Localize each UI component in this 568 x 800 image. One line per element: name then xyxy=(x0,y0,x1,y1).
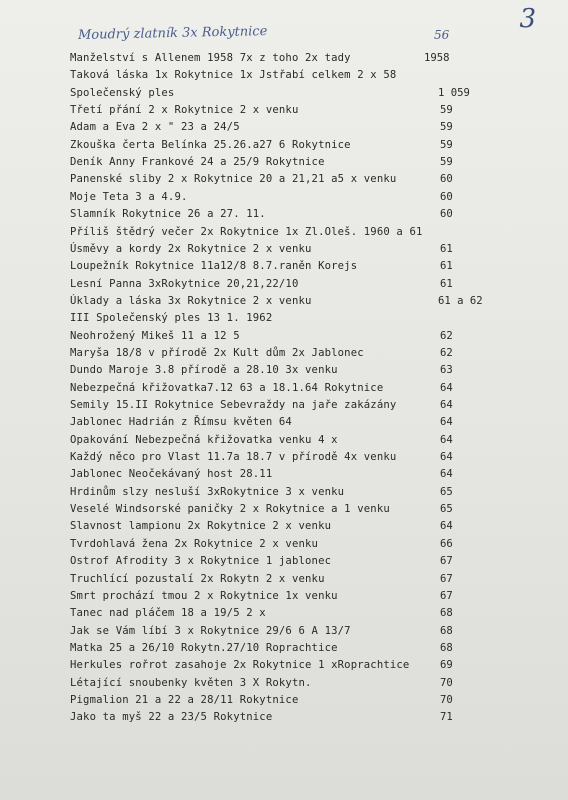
entry-page: 70 xyxy=(440,693,453,706)
entry-row xyxy=(0,345,568,362)
handwritten-reference: 56 xyxy=(434,28,450,42)
entry-text: III Společenský ples 13 1. 1962 xyxy=(70,312,273,325)
entry-row xyxy=(0,328,568,345)
entry-row xyxy=(0,397,568,414)
entry-page: 64 xyxy=(440,468,453,481)
entry-row xyxy=(0,293,568,310)
entry-row xyxy=(0,553,568,570)
entry-page: 68 xyxy=(440,624,453,637)
entry-text: Úsměvy a kordy 2x Rokytnice 2 x venku xyxy=(70,242,312,255)
entry-text: Příliš štědrý večer 2x Rokytnice 1x Zl.Oleš. 1960 a 61 xyxy=(70,225,423,238)
entry-page: 65 xyxy=(440,485,453,498)
entry-text: Maryša 18/8 v přírodě 2x Kult dům 2x Jablonec xyxy=(70,346,364,359)
entry-page: 61 xyxy=(440,242,453,255)
entry-row xyxy=(0,640,568,657)
entry-row xyxy=(0,432,568,449)
entry-page: 64 xyxy=(440,520,453,533)
entry-page: 67 xyxy=(440,589,453,602)
entry-row xyxy=(0,224,568,241)
entry-page: 60 xyxy=(440,173,453,186)
entry-page: 62 xyxy=(440,346,453,359)
entry-page: 59 xyxy=(440,121,453,134)
entry-text: Pigmalion 21 a 22 a 28/11 Rokytnice xyxy=(70,693,299,706)
entry-row xyxy=(0,241,568,258)
entry-text: Loupežník Rokytnice 11a12/8 8.7.raněn Korejs xyxy=(70,260,358,273)
entry-page: 67 xyxy=(440,572,453,585)
entry-text: Panenské sliby 2 x Rokytnice 20 a 21,21 a5 x venku xyxy=(70,173,397,186)
entry-page: 64 xyxy=(440,416,453,429)
entry-text: Veselé Windsorské paničky 2 x Rokytnice a 1 venku xyxy=(70,503,390,516)
entry-page: 71 xyxy=(440,711,453,724)
entry-text: Deník Anny Frankové 24 a 25/9 Rokytnice xyxy=(70,156,325,169)
entry-page: 65 xyxy=(440,503,453,516)
entry-row xyxy=(0,449,568,466)
entry-page: 66 xyxy=(440,537,453,550)
entry-page: 61 a 62 xyxy=(438,294,483,307)
entry-page: 67 xyxy=(440,555,453,568)
entry-row xyxy=(0,258,568,275)
entry-text: Třetí přání 2 x Rokytnice 2 x venku xyxy=(70,104,299,117)
entry-text: Smrt prochází tmou 2 x Rokytnice 1x venku xyxy=(70,589,338,602)
entry-row xyxy=(0,50,568,67)
entry-page: 59 xyxy=(440,138,453,151)
entry-text: Jablonec Hadrián z Římsu květen 64 xyxy=(70,416,292,429)
entry-page: 60 xyxy=(440,208,453,221)
entry-text: Ostrof Afrodity 3 x Rokytnice 1 jablonec xyxy=(70,555,332,568)
entry-text: Létající snoubenky květen 3 X Rokytn. xyxy=(70,676,312,689)
entry-row xyxy=(0,484,568,501)
entry-row xyxy=(0,518,568,535)
entry-text: Zkouška čerta Belínka 25.26.a27 6 Rokytnice xyxy=(70,138,351,151)
entry-page: 63 xyxy=(440,364,453,377)
entry-text: Slamník Rokytnice 26 a 27. 11. xyxy=(70,208,266,221)
entry-text: Lesní Panna 3xRokytnice 20,21,22/10 xyxy=(70,277,299,290)
entry-page: 59 xyxy=(440,104,453,117)
entry-row xyxy=(0,571,568,588)
entry-row xyxy=(0,189,568,206)
entry-text: Slavnost lampionu 2x Rokytnice 2 x venku xyxy=(70,520,332,533)
entry-row xyxy=(0,692,568,709)
entry-page: 70 xyxy=(440,676,453,689)
entry-text: Hrdinům slzy nesluší 3xRokytnice 3 x venku xyxy=(70,485,345,498)
entry-row xyxy=(0,380,568,397)
entry-row xyxy=(0,276,568,293)
entry-row xyxy=(0,362,568,379)
handwritten-page-number: 3 xyxy=(519,4,536,34)
entry-text: Tvrdohlavá žena 2x Rokytnice 2 x venku xyxy=(70,537,319,550)
entry-row xyxy=(0,154,568,171)
entry-text: Moje Teta 3 a 4.9. xyxy=(70,190,188,203)
entry-row xyxy=(0,137,568,154)
entry-text: Nebezpečná křižovatka7.12 63 a 18.1.64 Rokytnice xyxy=(70,381,384,394)
entry-text: Dundo Maroje 3.8 přírodě a 28.10 3x venku xyxy=(70,364,338,377)
entry-text: Jablonec Neočekávaný host 28.11 xyxy=(70,468,273,481)
entry-text: Úklady a láska 3x Rokytnice 2 x venku xyxy=(70,294,312,307)
entry-page: 1958 xyxy=(424,52,450,64)
entry-row xyxy=(0,414,568,431)
entry-row xyxy=(0,588,568,605)
entry-text: Taková láska 1x Rokytnice 1x Jstřabí celkem 2 x 58 xyxy=(70,69,397,82)
entry-row xyxy=(0,675,568,692)
entry-page: 68 xyxy=(440,607,453,620)
entry-text: Jak se Vám líbí 3 x Rokytnice 29/6 6 A 13/7 xyxy=(70,624,351,637)
entry-text: Manželství s Allenem 1958 7x z toho 2x tady xyxy=(70,52,351,64)
entry-row xyxy=(0,171,568,188)
entry-row xyxy=(0,623,568,640)
entry-row xyxy=(0,605,568,622)
entry-row xyxy=(0,536,568,553)
entry-text: Společenský ples xyxy=(70,86,175,99)
entry-row xyxy=(0,119,568,136)
entry-text: Neohrožený Mikeš 11 a 12 5 xyxy=(70,329,240,342)
entry-page: 69 xyxy=(440,659,453,672)
entry-page: 1 059 xyxy=(438,86,470,99)
entry-page: 64 xyxy=(440,451,453,464)
entry-text: Adam a Eva 2 x " 23 a 24/5 xyxy=(70,121,240,134)
entry-text: Matka 25 a 26/10 Rokytn.27/10 Roprachtice xyxy=(70,641,338,654)
entry-row xyxy=(0,102,568,119)
entry-row xyxy=(0,709,568,726)
entry-text: Semily 15.II Rokytnice Sebevraždy na jaře zakázány xyxy=(70,399,397,411)
entry-row xyxy=(0,657,568,674)
entry-text: Tanec nad pláčem 18 a 19/5 2 x xyxy=(70,607,266,620)
entry-page: 62 xyxy=(440,329,453,342)
entry-text: Každý něco pro Vlast 11.7a 18.7 v přírodě 4x venku xyxy=(70,451,397,464)
entry-row xyxy=(0,67,568,84)
entry-page: 64 xyxy=(440,381,453,394)
entry-row xyxy=(0,85,568,102)
entry-row xyxy=(0,310,568,327)
entry-page: 59 xyxy=(440,156,453,169)
entry-page: 64 xyxy=(440,399,453,411)
entry-row xyxy=(0,206,568,223)
entry-text: Jako ta myš 22 a 23/5 Rokytnice xyxy=(70,711,273,724)
entry-row xyxy=(0,466,568,483)
handwritten-heading: Moudrý zlatník 3x Rokytnice xyxy=(77,24,268,43)
entry-page: 68 xyxy=(440,641,453,654)
entry-page: 61 xyxy=(440,277,453,290)
entry-text: Herkules rořrot zasahoje 2x Rokytnice 1 xRoprachtice xyxy=(70,659,410,672)
entry-text: Truchlící pozustalí 2x Rokytn 2 x venku xyxy=(70,572,325,585)
entry-text: Opakování Nebezpečná křižovatka venku 4 x xyxy=(70,433,338,446)
entry-page: 61 xyxy=(440,260,453,273)
entry-page: 64 xyxy=(440,433,453,446)
entry-row xyxy=(0,501,568,518)
entry-page: 60 xyxy=(440,190,453,203)
